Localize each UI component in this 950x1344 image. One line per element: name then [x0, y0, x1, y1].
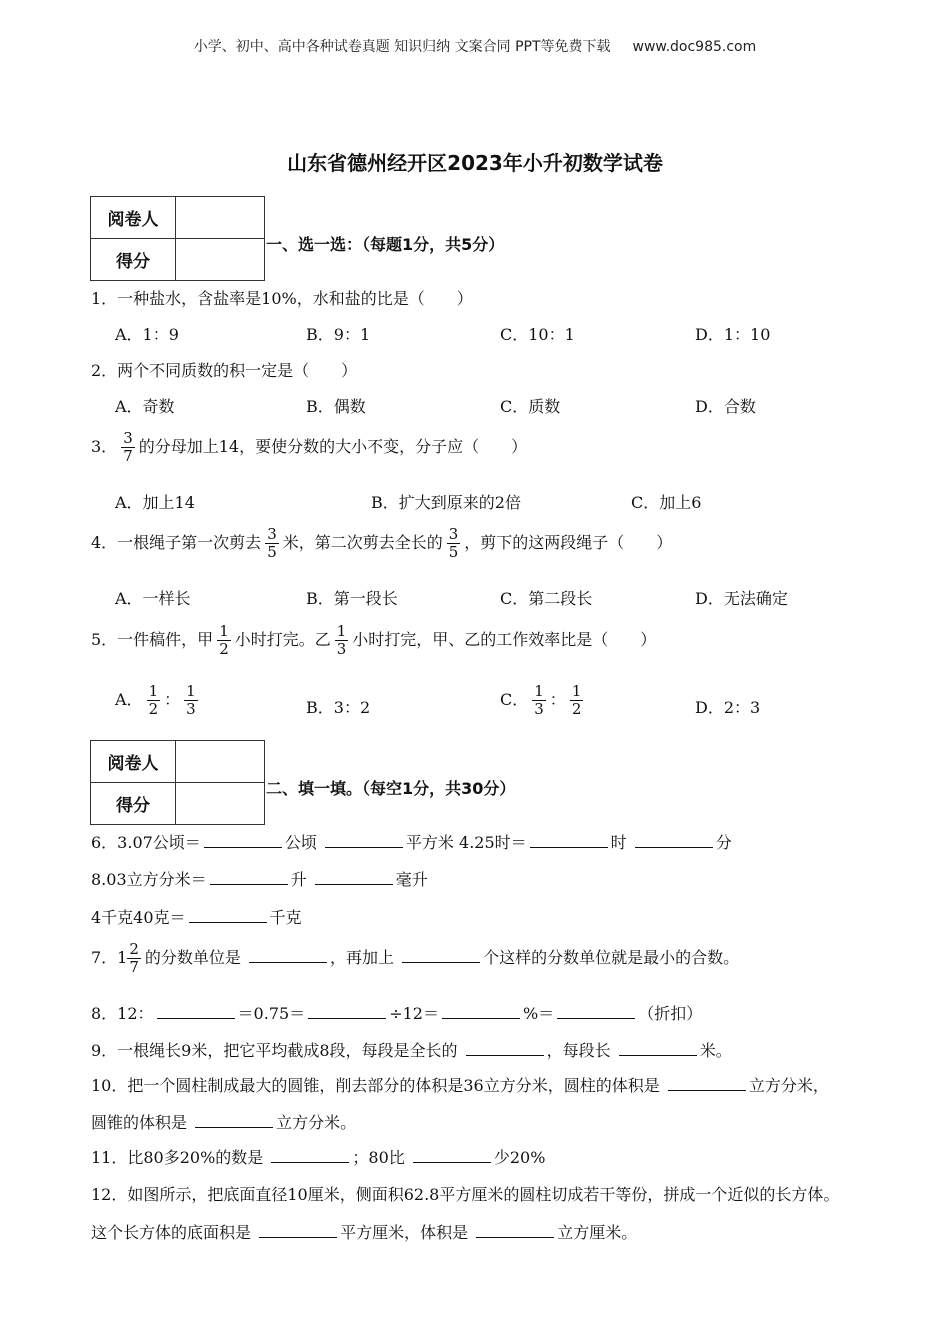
q7-text-1: 的分数单位是: [144, 948, 241, 967]
answer-blank[interactable]: [402, 948, 480, 963]
q4-option-d: D．无法确定: [695, 589, 788, 608]
q6-text-f: 8.03立方分米＝: [91, 870, 207, 889]
q1-option-b: B．9：1: [306, 325, 371, 344]
score-box-2: [90, 740, 265, 825]
score-cell: [176, 783, 265, 825]
answer-blank[interactable]: [325, 833, 403, 848]
q6-text-e: 分: [715, 833, 732, 852]
q8-text-d: %＝: [522, 1004, 555, 1023]
reviewer-label: 阅卷人: [91, 741, 176, 783]
q5-option-b: B．3：2: [306, 698, 371, 717]
q3-option-a: A．加上14: [115, 493, 195, 512]
question-6-line-3: [91, 905, 302, 928]
score-box-1: [90, 196, 265, 281]
q8-text-a: 8．12：: [91, 1004, 154, 1023]
q5-a-f1-num: 1: [148, 682, 159, 700]
q5-fraction-1: [217, 623, 231, 658]
answer-blank[interactable]: [210, 870, 288, 885]
q8-text-b: ＝0.75＝: [237, 1004, 306, 1023]
q1-option-d: D．1：10: [695, 325, 771, 344]
q10-text-d: 立方分米。: [276, 1113, 357, 1132]
q3-text: 的分母加上14，要使分数的大小不变，分子应（ ）: [138, 437, 528, 456]
question-1: 1．一种盐水，含盐率是10%，水和盐的比是（ ）: [91, 289, 473, 308]
question-3: [91, 430, 527, 465]
question-7: [91, 941, 739, 976]
question-5: [91, 623, 656, 658]
q8-text-c: ÷12＝: [389, 1004, 439, 1023]
q5-a-f1-den: 2: [148, 700, 159, 718]
q10-text-a: 10．把一个圆柱制成最大的圆锥，削去部分的体积是36立方分米，圆柱的体积是: [91, 1076, 660, 1095]
answer-blank[interactable]: [259, 1223, 337, 1238]
q9-text-b: ，每段长: [546, 1041, 611, 1060]
q5-c-f1-num: 1: [534, 682, 544, 700]
question-2: 2．两个不同质数的积一定是（ ）: [91, 361, 358, 380]
q5-f2-den: 3: [336, 640, 347, 658]
answer-blank[interactable]: [442, 1004, 520, 1019]
answer-blank[interactable]: [668, 1076, 746, 1091]
question-9: [91, 1038, 732, 1061]
answer-blank[interactable]: [635, 833, 713, 848]
q5-a-colon: ：: [164, 690, 181, 709]
q5-c-colon: ：: [549, 690, 566, 709]
question-11: [91, 1145, 545, 1168]
q5-a-frac-1: [147, 683, 161, 718]
q5-a-f2-num: 1: [186, 682, 196, 700]
q5-c-f2-num: 1: [571, 682, 582, 700]
question-12-line-2: [91, 1220, 637, 1243]
q6-text-c: 平方米 4.25时＝: [405, 833, 527, 852]
q4-fraction-1: [265, 526, 279, 561]
q4-f1-den: 5: [267, 543, 277, 561]
q1-option-a: A．1：9: [115, 325, 179, 344]
q7-fraction: [127, 941, 141, 976]
q5-a-f2-den: 3: [186, 700, 196, 718]
answer-blank[interactable]: [619, 1041, 697, 1056]
q5-c-frac-2: [570, 683, 584, 718]
q3-number: 3．: [91, 437, 118, 456]
answer-blank[interactable]: [308, 1004, 386, 1019]
answer-blank[interactable]: [204, 833, 282, 848]
q5-c-frac-1: [532, 683, 546, 718]
q6-text-a: 6．3.07公顷＝: [91, 833, 201, 852]
section-2-heading: 二、填一填。（每空1分，共30分）: [266, 779, 516, 798]
q11-text-a: 11．比80多20%的数是: [91, 1148, 264, 1167]
q5-c-label: C．: [500, 690, 529, 709]
answer-blank[interactable]: [157, 1004, 235, 1019]
q12-text-c: 平方厘米，体积是: [340, 1223, 469, 1242]
q5-option-c: [500, 683, 587, 718]
q5-text-3: 小时打完，甲、乙的工作效率比是（ ）: [352, 630, 657, 649]
answer-blank[interactable]: [413, 1148, 491, 1163]
q5-option-a: [115, 683, 202, 718]
question-6-line-2: [91, 867, 428, 890]
exam-title: 山东省德州经开区2023年小升初数学试卷: [287, 151, 663, 175]
q7-text-2: ，再加上: [330, 948, 395, 967]
answer-blank[interactable]: [315, 870, 393, 885]
q7-text-3: 个这样的分数单位就是最小的合数。: [483, 948, 740, 967]
q12-text-d: 立方厘米。: [557, 1223, 638, 1242]
q4-f2-den: 5: [448, 543, 459, 561]
question-10-line-1: [91, 1073, 829, 1096]
question-8: [91, 1001, 702, 1024]
answer-blank[interactable]: [249, 948, 327, 963]
q6-text-i: 4千克40克＝: [91, 908, 186, 927]
q4-f1-num: 3: [267, 525, 277, 543]
q11-text-b: ；80比: [352, 1148, 405, 1167]
q4-text-2: 米，第二次剪去全长的: [282, 533, 443, 552]
q6-text-j: 千克: [269, 908, 302, 927]
q3-option-b: B．扩大到原来的2倍: [371, 493, 521, 512]
q5-a-frac-2: [184, 683, 198, 718]
q7-number: 7．1: [91, 948, 128, 967]
q5-a-label: A．: [115, 690, 143, 709]
q11-text-c: 少20%: [493, 1148, 546, 1167]
page-header: [0, 36, 950, 56]
q5-text-2: 小时打完。乙: [234, 630, 331, 649]
score-cell: [176, 239, 265, 281]
q5-c-f2-den: 2: [571, 700, 582, 718]
q6-text-b: 公顷: [284, 833, 317, 852]
answer-blank[interactable]: [466, 1041, 544, 1056]
question-10-line-2: [91, 1110, 356, 1133]
q4-option-b: B．第一段长: [306, 589, 398, 608]
q2-option-d: D．合数: [695, 397, 756, 416]
header-text: 小学、初中、高中各种试卷真题 知识归纳 文案合同 PPT等免费下载: [193, 39, 611, 55]
answer-blank[interactable]: [557, 1004, 635, 1019]
answer-blank[interactable]: [476, 1223, 554, 1238]
q6-text-h: 毫升: [395, 870, 428, 889]
reviewer-cell: [176, 741, 265, 783]
q4-option-a: A．一样长: [115, 589, 191, 608]
q9-text-a: 9．一根绳长9米，把它平均截成8段，每段是全长的: [91, 1041, 458, 1060]
q5-f2-num: 1: [336, 622, 347, 640]
q6-text-d: 时: [610, 833, 627, 852]
q4-text-3: ，剪下的这两段绳子（ ）: [464, 533, 673, 552]
q5-c-f1-den: 3: [534, 700, 544, 718]
q4-text-1: 4．一根绳子第一次剪去: [91, 533, 262, 552]
answer-blank[interactable]: [530, 833, 608, 848]
q2-option-a: A．奇数: [115, 397, 175, 416]
score-label: 得分: [91, 239, 176, 281]
q5-f1-num: 1: [219, 622, 229, 640]
question-4: [91, 526, 672, 561]
q5-text-1: 5．一件稿件，甲: [91, 630, 214, 649]
q6-text-g: 升: [290, 870, 307, 889]
q3-frac-den: 7: [123, 447, 133, 465]
q10-text-c: 圆锥的体积是: [91, 1113, 188, 1132]
q1-option-c: C．10：1: [500, 325, 575, 344]
q2-option-c: C．质数: [500, 397, 561, 416]
q10-text-b: 立方分米，: [748, 1076, 829, 1095]
q3-frac-num: 3: [123, 429, 133, 447]
question-12-line-1: 12．如图所示，把底面直径10厘米，侧面积62.8平方厘米的圆柱切成若干等份，拼成一个近似的长方体。: [91, 1185, 840, 1204]
q5-fraction-2: [335, 623, 349, 658]
q7-frac-den: 7: [129, 958, 139, 976]
q3-fraction: [121, 430, 135, 465]
q2-option-b: B．偶数: [306, 397, 366, 416]
answer-blank[interactable]: [195, 1113, 273, 1128]
q9-text-c: 米。: [699, 1041, 732, 1060]
q8-text-e: （折扣）: [638, 1004, 703, 1023]
section-1-heading: 一、选一选：（每题1分，共5分）: [266, 235, 505, 254]
answer-blank[interactable]: [271, 1148, 349, 1163]
question-6-line-1: [91, 830, 732, 853]
header-url[interactable]: www.doc985.com: [632, 39, 757, 55]
reviewer-cell: [176, 197, 265, 239]
q4-option-c: C．第二段长: [500, 589, 593, 608]
score-label: 得分: [91, 783, 176, 825]
q4-fraction-2: [447, 526, 461, 561]
q12-text-b: 这个长方体的底面积是: [91, 1223, 252, 1242]
q5-f1-den: 2: [219, 640, 229, 658]
reviewer-label: 阅卷人: [91, 197, 176, 239]
q3-option-c: C．加上6: [631, 493, 702, 512]
q4-f2-num: 3: [448, 525, 459, 543]
q7-frac-num: 2: [129, 940, 139, 958]
answer-blank[interactable]: [189, 908, 267, 923]
q5-option-d: D．2：3: [695, 698, 761, 717]
